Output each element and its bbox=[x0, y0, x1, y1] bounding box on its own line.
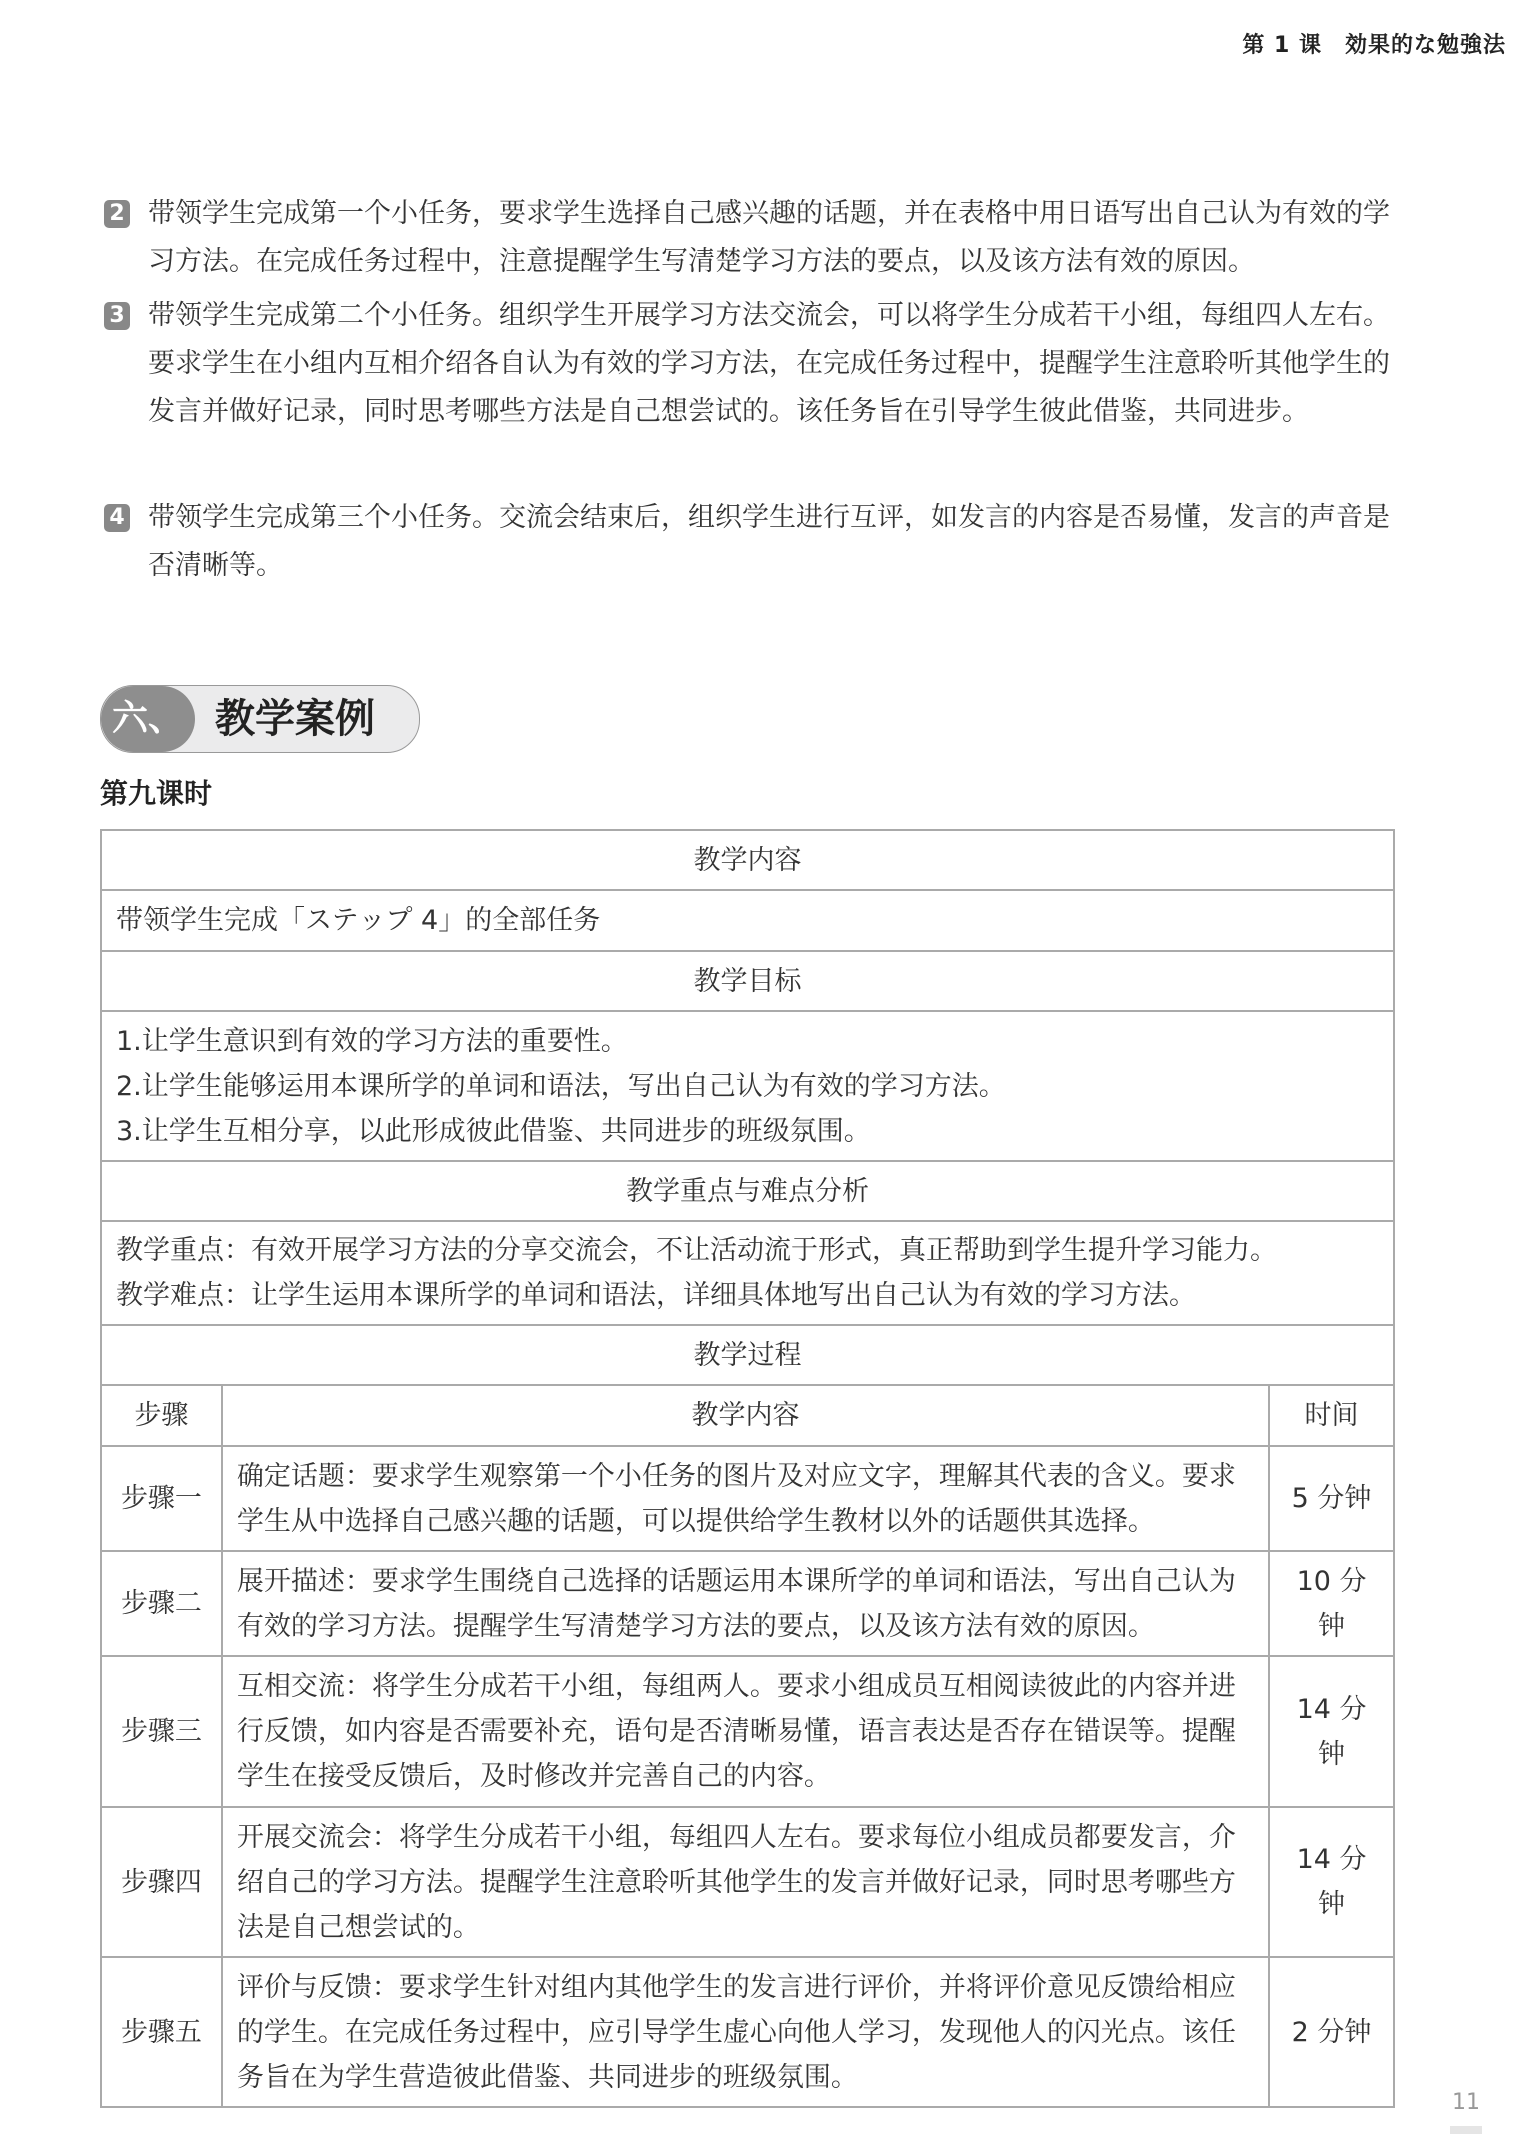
goal-item: 3.让学生互相分享，以此形成彼此借鉴、共同进步的班级氛围。 bbox=[116, 1115, 871, 1147]
table-row bbox=[101, 1446, 1394, 1551]
time-cell: 14 分钟 bbox=[1269, 1807, 1394, 1957]
step-number-badge: 3 bbox=[104, 302, 130, 330]
section-number: 六、 bbox=[101, 686, 195, 752]
page-number: 11 bbox=[1452, 2090, 1480, 2115]
content-cell: 开展交流会：将学生分成若干小组，每组四人左右。要求每位小组成员都要发言，介绍自己的学习方法。提醒学生注意聆听其他学生的发言并做好记录，同时思考哪些方法是自己想尝试的。 bbox=[222, 1807, 1269, 1957]
step-number-badge: 2 bbox=[104, 200, 130, 228]
time-cell: 5 分钟 bbox=[1269, 1446, 1394, 1551]
step-paragraph bbox=[104, 190, 1404, 286]
key-cell bbox=[101, 1221, 1394, 1325]
content-cell: 互相交流：将学生分成若干小组，每组两人。要求小组成员互相阅读彼此的内容并进行反馈，如内容是否需要补充，语句是否清晰易懂，语言表达是否存在错误等。提醒学生在接受反馈后，及时修改并完善自己的内容。 bbox=[222, 1656, 1269, 1807]
content-cell: 带领学生完成「ステップ 4」的全部任务 bbox=[101, 890, 1394, 951]
page-number-bar bbox=[1450, 2126, 1482, 2134]
goal-item: 2.让学生能够运用本课所学的单词和语法，写出自己认为有效的学习方法。 bbox=[116, 1070, 1006, 1102]
goals-header: 教学目标 bbox=[101, 951, 1394, 1011]
content-header: 教学内容 bbox=[101, 830, 1394, 890]
step-cell: 步骤三 bbox=[101, 1656, 222, 1807]
table-row bbox=[101, 1807, 1394, 1957]
content-cell: 确定话题：要求学生观察第一个小任务的图片及对应文字，理解其代表的含义。要求学生从中选择自己感兴趣的话题，可以提供给学生教材以外的话题供其选择。 bbox=[222, 1446, 1269, 1551]
step-text: 带领学生完成第三个小任务。交流会结束后，组织学生进行互评，如发言的内容是否易懂，发言的声音是否清晰等。 bbox=[148, 502, 1390, 581]
step-paragraph bbox=[104, 494, 1404, 590]
section-title: 教学案例 bbox=[215, 696, 375, 742]
step-cell: 步骤五 bbox=[101, 1957, 222, 2107]
goal-item: 1.让学生意识到有效的学习方法的重要性。 bbox=[116, 1025, 628, 1057]
step-paragraph bbox=[104, 292, 1404, 436]
process-header: 教学过程 bbox=[101, 1325, 1394, 1385]
step-number-badge: 4 bbox=[104, 504, 130, 532]
time-cell: 2 分钟 bbox=[1269, 1957, 1394, 2107]
time-cell: 10 分钟 bbox=[1269, 1551, 1394, 1656]
step-cell: 步骤四 bbox=[101, 1807, 222, 1957]
step-text: 带领学生完成第一个小任务，要求学生选择自己感兴趣的话题，并在表格中用日语写出自己认为有效的学习方法。在完成任务过程中，注意提醒学生写清楚学习方法的要点，以及该方法有效的原因。 bbox=[148, 198, 1390, 277]
time-cell: 14 分钟 bbox=[1269, 1656, 1394, 1807]
table-row bbox=[101, 1656, 1394, 1807]
step-text: 带领学生完成第二个小任务。组织学生开展学习方法交流会，可以将学生分成若干小组，每组四人左右。要求学生在小组内互相介绍各自认为有效的学习方法，在完成任务过程中，提醒学生注意聆听其他学生的发言并做好记录，同时思考哪些方法是自己想尝试的。该任务旨在引导学生彼此借鉴，共同进步。 bbox=[148, 300, 1390, 427]
key-item: 教学重点：有效开展学习方法的分享交流会，不让活动流于形式，真正帮助到学生提升学习能力。 bbox=[116, 1235, 1277, 1266]
table-row bbox=[101, 1957, 1394, 2107]
column-header: 教学内容 bbox=[222, 1385, 1269, 1446]
content-cell: 展开描述：要求学生围绕自己选择的话题运用本课所学的单词和语法，写出自己认为有效的学习方法。提醒学生写清楚学习方法的要点，以及该方法有效的原因。 bbox=[222, 1551, 1269, 1656]
key-item: 教学难点：让学生运用本课所学的单词和语法，详细具体地写出自己认为有效的学习方法。 bbox=[116, 1280, 1196, 1311]
goals-cell bbox=[101, 1011, 1394, 1161]
lesson-plan-table bbox=[100, 829, 1395, 2108]
column-header: 步骤 bbox=[101, 1385, 222, 1446]
content-cell: 评价与反馈：要求学生针对组内其他学生的发言进行评价，并将评价意见反馈给相应的学生。在完成任务过程中，应引导学生虚心向他人学习，发现他人的闪光点。该任务旨在为学生营造彼此借鉴、共同进步的班级氛围。 bbox=[222, 1957, 1269, 2107]
table-row bbox=[101, 1551, 1394, 1656]
key-header: 教学重点与难点分析 bbox=[101, 1161, 1394, 1221]
step-cell: 步骤一 bbox=[101, 1446, 222, 1551]
column-header: 时间 bbox=[1269, 1385, 1394, 1446]
lesson-title: 第九课时 bbox=[100, 777, 213, 810]
step-cell: 步骤二 bbox=[101, 1551, 222, 1656]
section-heading bbox=[100, 685, 420, 753]
running-header: 第 1 课 効果的な勉強法 bbox=[1242, 33, 1506, 58]
